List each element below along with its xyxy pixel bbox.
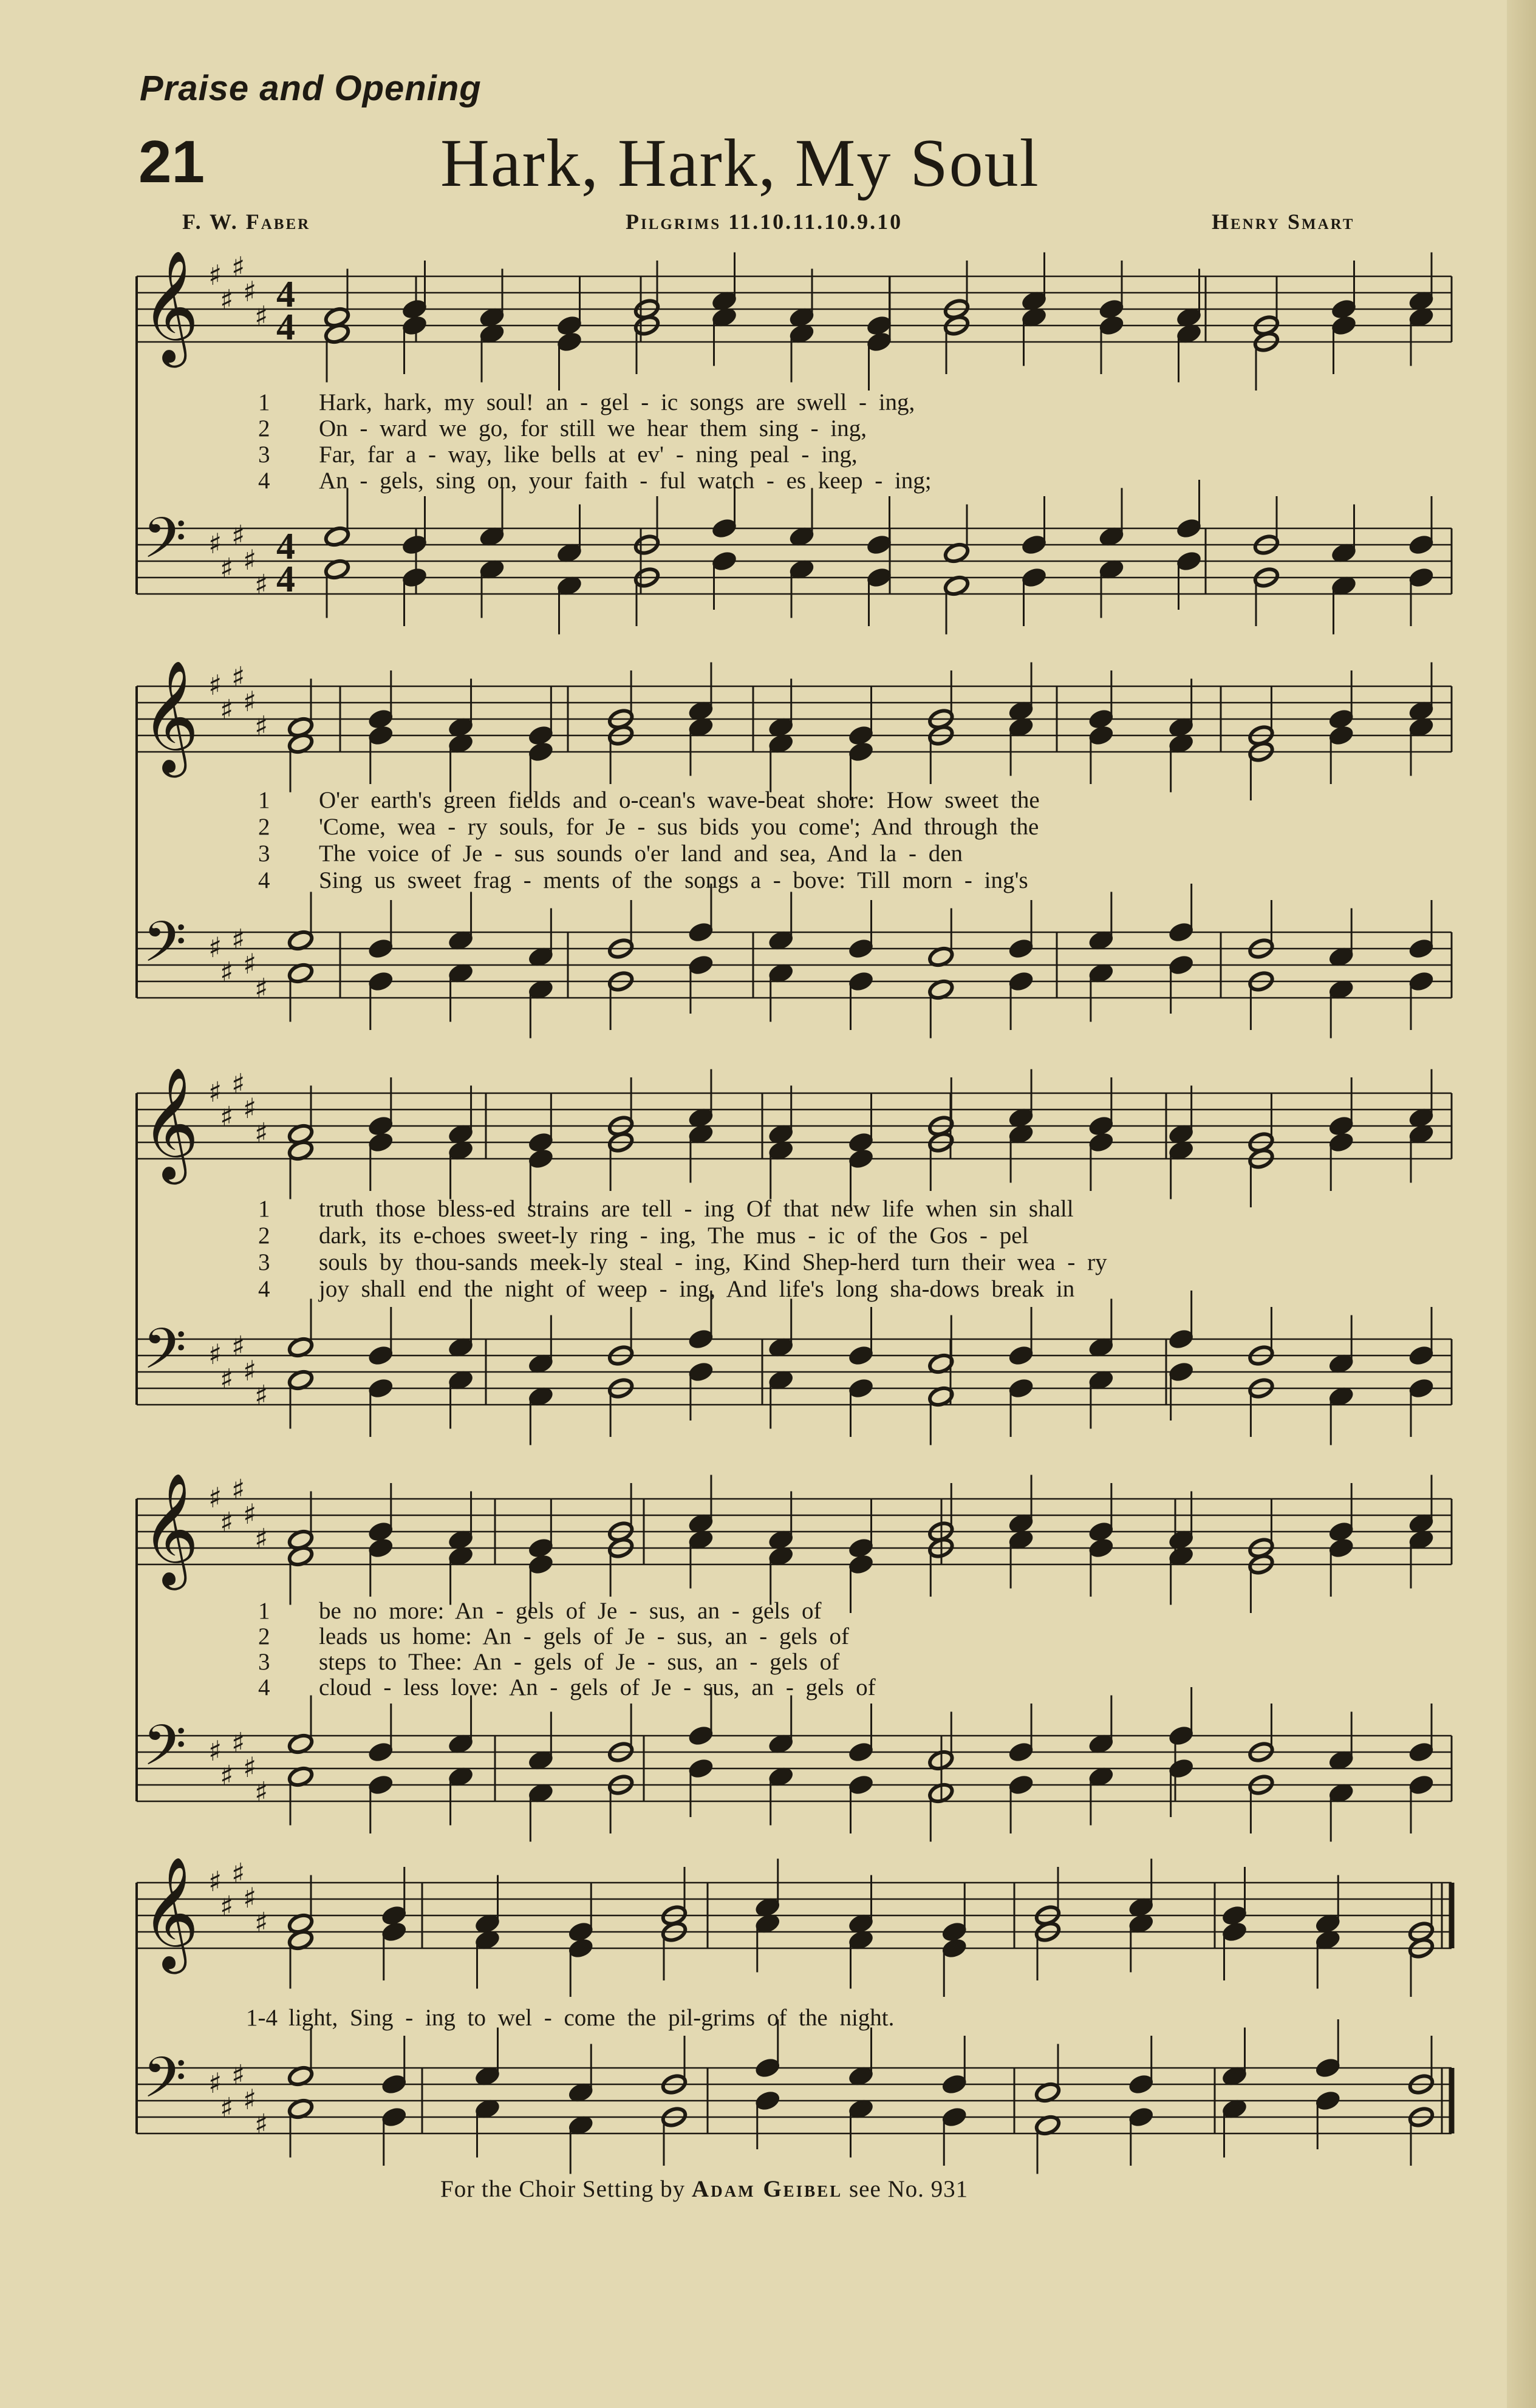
verse-number: 1 [258, 1196, 270, 1222]
verse-number: 1 [258, 389, 270, 415]
verse-line [258, 1674, 1452, 1700]
key-signature-sharp: ♯ [254, 709, 268, 743]
treble-clef: 𝄞 [142, 1066, 199, 1179]
verse-line [258, 467, 1452, 494]
key-signature-sharp: ♯ [231, 923, 245, 956]
key-signature-sharp: ♯ [254, 2107, 268, 2141]
key-signature-sharp: ♯ [208, 931, 222, 964]
verse-line [258, 1275, 1452, 1302]
author-credit: F. W. Faber [182, 210, 311, 234]
footer-prefix: For the Choir Setting by [440, 2176, 686, 2202]
footer-note [440, 2175, 968, 2203]
key-signature-sharp: ♯ [254, 1775, 268, 1809]
key-signature-sharp: ♯ [243, 1498, 257, 1530]
treble-clef: 𝄞 [142, 659, 199, 773]
verse-line [258, 1648, 1452, 1675]
verse-number: 4 [258, 1674, 270, 1700]
time-signature: 4 [276, 559, 295, 600]
key-signature-sharp: ♯ [220, 1759, 234, 1792]
key-signature-sharp: ♯ [231, 1067, 245, 1100]
key-signature-sharp: ♯ [220, 551, 234, 585]
key-signature-sharp: ♯ [243, 1092, 257, 1125]
treble-clef: 𝄞 [142, 1855, 199, 1969]
key-signature-sharp: ♯ [220, 1506, 234, 1539]
key-signature-sharp: ♯ [254, 1906, 268, 1939]
verse-line [258, 840, 1452, 867]
verse-number: 4 [258, 1276, 270, 1302]
verse-number: 3 [258, 1249, 270, 1275]
verse-text: cloud - less love: An - gels of Je - sus, an - gels of [319, 1674, 876, 1700]
verse-number: 2 [258, 814, 270, 840]
verse-text: Hark, hark, my soul! an - gel - ic songs are swell - ing, [319, 389, 915, 415]
key-signature-sharp: ♯ [208, 1076, 222, 1108]
verse-line [258, 1623, 1452, 1649]
key-signature-sharp: ♯ [243, 1881, 257, 1914]
bass-clef: 𝄢 [143, 1713, 187, 1792]
key-signature-sharp: ♯ [243, 275, 257, 308]
verse-text: light, Sing - ing to wel - come the pil-grims of the night. [288, 2005, 895, 2031]
key-signature-sharp: ♯ [254, 1522, 268, 1555]
verse-text: The voice of Je - sus sounds o'er land and sea, And la - den [319, 841, 963, 867]
key-signature-sharp: ♯ [254, 972, 268, 1005]
key-signature-sharp: ♯ [220, 1889, 234, 1923]
key-signature-sharp: ♯ [208, 1865, 222, 1898]
verse-line [258, 786, 1452, 813]
verse-number: 1 [258, 1598, 270, 1624]
key-signature-sharp: ♯ [208, 259, 222, 292]
verse-line [258, 441, 1452, 468]
verse-number: 2 [258, 1223, 270, 1249]
verse-line [258, 1195, 1452, 1222]
key-signature-sharp: ♯ [220, 283, 234, 316]
key-signature-sharp: ♯ [208, 1338, 222, 1371]
verse-number: 3 [258, 841, 270, 867]
verse-text: truth those bless-ed strains are tell - ing Of that new life when sin shall [319, 1196, 1074, 1222]
verse-line [258, 867, 1452, 893]
verse-line [258, 813, 1452, 840]
verse-text: dark, its e-choes sweet-ly ring - ing, The mus - ic of the Gos - pel [319, 1223, 1029, 1249]
key-signature-sharp: ♯ [254, 1379, 268, 1412]
key-signature-sharp: ♯ [231, 519, 245, 552]
verse-number: 3 [258, 1649, 270, 1675]
verse-number: 2 [258, 1623, 270, 1649]
verse-text: steps to Thee: An - gels of Je - sus, an - gels of [319, 1649, 840, 1675]
time-signature: 4 [276, 307, 295, 348]
key-signature-sharp: ♯ [208, 527, 222, 560]
key-signature-sharp: ♯ [231, 1726, 245, 1759]
key-signature-sharp: ♯ [208, 669, 222, 701]
key-signature-sharp: ♯ [231, 1857, 245, 1890]
footer-arranger: Adam Geibel [691, 2176, 843, 2202]
hymn-number: 21 [138, 128, 205, 195]
verse-number: 3 [258, 442, 270, 468]
key-signature-sharp: ♯ [254, 299, 268, 333]
verse-number: 4 [258, 468, 270, 494]
verse-text: Sing us sweet frag - ments of the songs a - bove: Till morn - ing's [319, 867, 1028, 893]
verse-number: 1-4 [246, 2005, 278, 2031]
key-signature-sharp: ♯ [208, 1481, 222, 1514]
key-signature-sharp: ♯ [220, 955, 234, 989]
verse-number: 1 [258, 787, 270, 813]
key-signature-sharp: ♯ [231, 250, 245, 284]
hymn-title: Hark, Hark, My Soul [440, 126, 1040, 201]
key-signature-sharp: ♯ [243, 685, 257, 718]
key-signature-sharp: ♯ [231, 2058, 245, 2092]
verse-text: be no more: An - gels of Je - sus, an - gels of [319, 1598, 822, 1624]
verse-number: 4 [258, 867, 270, 893]
time-signature: 4 [276, 274, 295, 315]
key-signature-sharp: ♯ [254, 1116, 268, 1150]
verse-text: Far, far a - way, like bells at ev' - ning peal - ing, [319, 442, 858, 468]
verse-line [258, 1597, 1452, 1624]
verse-line [258, 389, 1452, 415]
treble-staff [137, 1883, 1452, 1948]
key-signature-sharp: ♯ [231, 660, 245, 694]
verse-text: On - ward we go, for still we hear them sing - ing, [319, 415, 867, 442]
key-signature-sharp: ♯ [254, 568, 268, 601]
treble-clef: 𝄞 [142, 1472, 199, 1585]
key-signature-sharp: ♯ [208, 1734, 222, 1767]
bass-clef: 𝄢 [143, 910, 187, 989]
verse-text: 'Come, wea - ry souls, for Je - sus bids you come'; And through the [319, 814, 1039, 840]
key-signature-sharp: ♯ [220, 2091, 234, 2124]
bass-clef: 𝄢 [143, 1317, 187, 1396]
key-signature-sharp: ♯ [231, 1329, 245, 1363]
verse-text: souls by thou-sands meek-ly steal - ing, Kind Shep-herd turn their wea - ry [319, 1249, 1107, 1275]
key-signature-sharp: ♯ [243, 1354, 257, 1387]
treble-clef: 𝄞 [142, 249, 199, 363]
verse-text: joy shall end the night of weep - ing, And life's long sha-dows break in [319, 1276, 1075, 1302]
key-signature-sharp: ♯ [220, 693, 234, 726]
footer-suffix: see No. 931 [848, 2176, 969, 2202]
verse-line [258, 1249, 1452, 1275]
verse-line [258, 415, 1452, 442]
verse-line [258, 1222, 1452, 1249]
bass-clef: 𝄢 [143, 2045, 187, 2124]
key-signature-sharp: ♯ [208, 2067, 222, 2099]
key-signature-sharp: ♯ [231, 1473, 245, 1506]
key-signature-sharp: ♯ [220, 1362, 234, 1396]
key-signature-sharp: ♯ [243, 2083, 257, 2116]
key-signature-sharp: ♯ [220, 1100, 234, 1133]
verse-number: 2 [258, 415, 270, 442]
verse-text: An - gels, sing on, your faith - ful watch - es keep - ing; [319, 468, 932, 494]
verse-text: leads us home: An - gels of Je - sus, an - gels of [319, 1623, 850, 1649]
verse-text: O'er earth's green fields and o-cean's wave-beat shore: How sweet the [319, 787, 1040, 813]
verse-line [246, 2004, 1452, 2031]
bass-staff [137, 2068, 1452, 2133]
key-signature-sharp: ♯ [243, 544, 257, 576]
key-signature-sharp: ♯ [243, 1751, 257, 1784]
time-signature: 4 [276, 526, 295, 567]
composer-credit: Henry Smart [1212, 210, 1355, 234]
bass-clef: 𝄢 [143, 506, 187, 585]
tune-name: Pilgrims 11.10.11.10.9.10 [626, 210, 903, 234]
section-title: Praise and Opening [140, 69, 482, 108]
key-signature-sharp: ♯ [243, 947, 257, 980]
